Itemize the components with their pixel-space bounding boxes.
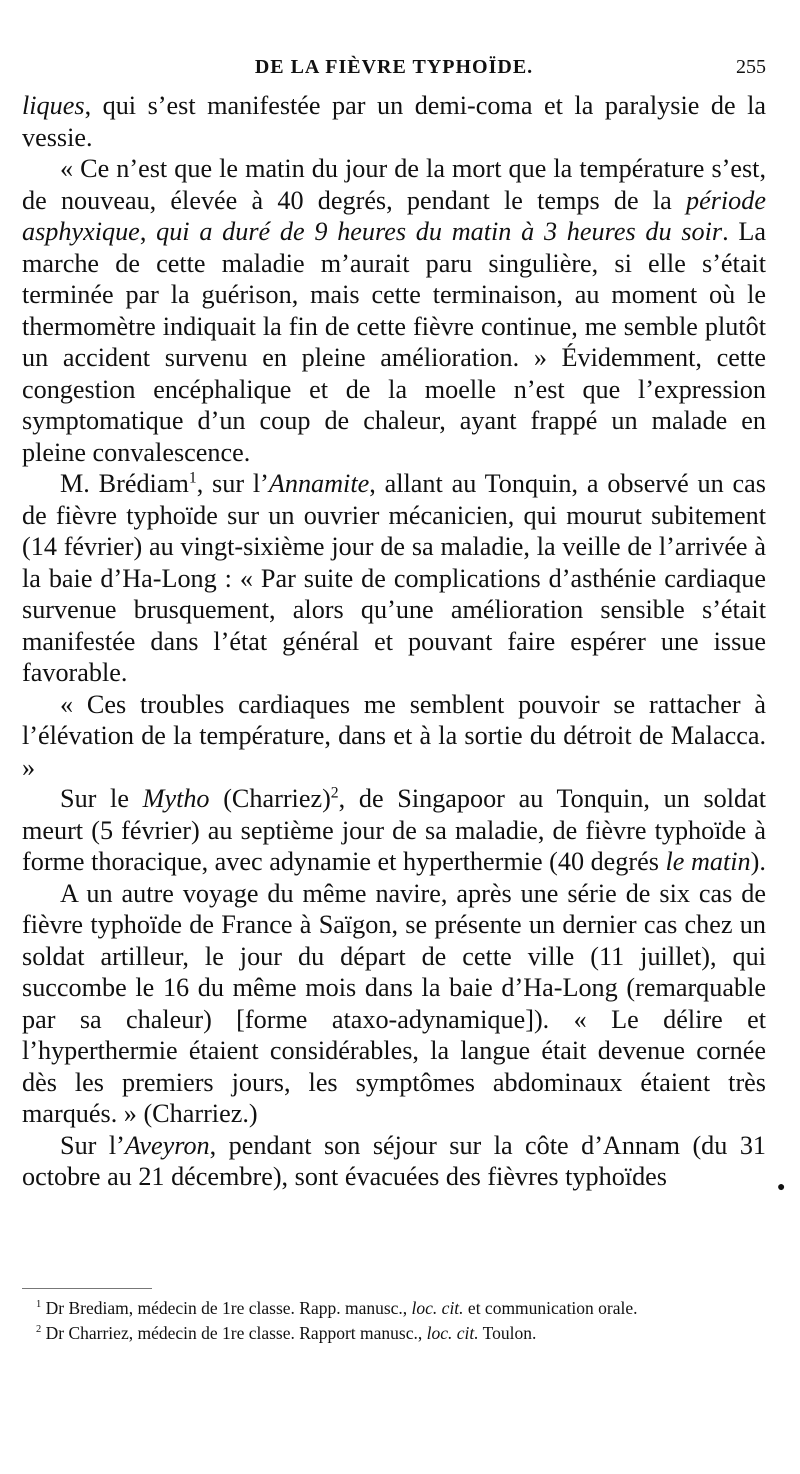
italic-run: Aveyron [124,1130,210,1160]
footnote-number: 2 [36,1324,42,1336]
text-run: , [139,217,157,246]
page-header [22,52,766,82]
footnote-ref[interactable]: 1 [188,469,197,487]
italic-run: Mytho [142,784,210,813]
italic-run: Annamite [268,469,370,498]
text-run: Sur le [60,784,143,813]
text-run: M. Brédiam [60,469,189,498]
footnote-number: 1 [36,1299,42,1311]
text-run: « Ces troubles cardiaques me semblent pouvoir se rattacher à l’élévation de la température, dans et à la sortie du détroit de Malacca. » [22,689,766,782]
text-run: « Ce n’est que le matin du jour de la mort que la température s’est, de nouveau, élevée à 40 degrés, pendant le temps de la [22,154,766,215]
italic-run: liques [22,91,85,120]
text-run: ). [750,847,766,876]
paragraph-5 [22,783,766,878]
italic-run: qui a duré de 9 heures du matin à 3 heures du soir [156,217,723,246]
page-number: 255 [736,56,766,78]
italic-run: période asphyxique [22,185,766,246]
text-run: , allant au Tonquin, a observé un cas de fièvre typhoïde sur un ouvrier mécanicien, qui mourut subitement (14 février) au vingt-sixième jour de sa maladie, la veille de l’arrivée à la baie d’Ha-Long : « Par suite de complications d’asthénie cardiaque survenue brusquement, alors qu’une amélioration sensible s’était manifestée dans l’état général et pouvant faire espérer une issue favorable. [22,469,766,687]
paragraph-2 [22,153,766,468]
text-run: Sur l’ [60,1130,125,1160]
italic-run: loc. cit. [411,1298,464,1318]
text-run: Dr Brediam, médecin de 1re classe. Rapp. manusc., [41,1298,412,1318]
body-text [22,90,766,1193]
italic-run: loc. cit. [426,1323,479,1343]
margin-mark: ● [777,1180,786,1195]
footnote-ref[interactable]: 2 [330,784,339,802]
text-run: , de Singapoor au Tonquin, un soldat meurt (5 février) au septième jour de sa maladie, de fièvre typhoïde à forme thoracique, avec adynamie et hyperthermie (40 degrés [22,784,767,876]
text-run: A un autre voyage du même navire, après une série de six cas de fièvre typhoïde de France à Saïgon, se présente un dernier cas chez un soldat artilleur, le jour du départ de cette ville (11 juillet), qui succombe le 16 du même mois dans la baie d’Ha-Long (remarquable par sa chaleur) [forme ataxo-adynamique]). « Le délire et l’hyperthermie étaient considérables, la langue était devenue cornée dès les premiers jours, les symptômes abdominaux étaient très marqués. » (Charriez.) [22,878,766,1128]
text-run: et communication orale. [463,1298,638,1318]
text-run: Toulon. [478,1323,537,1343]
paragraph-7 [22,1130,766,1193]
paragraph-4 [22,689,766,784]
text-run: Dr Charriez, médecin de 1re classe. Rapport manusc., [41,1323,427,1343]
text-run: , sur l’ [196,469,269,498]
text-run: , pendant son séjour sur la côte d’Annam (du 31 octobre au 21 décembre), sont évacuées des fièvres typhoïdes [22,1130,767,1191]
paragraph-3 [22,468,766,689]
footnote-divider [22,1288,152,1289]
italic-run: le matin [665,847,751,876]
text-run: , qui s’est manifestée par un demi-coma et la paralysie de la vessie. [22,91,766,152]
paragraph-6 [22,878,766,1130]
footnote-2 [22,1321,766,1346]
footnote-1 [22,1296,766,1321]
running-title: DE LA FIÈVRE TYPHOÏDE. [254,56,534,78]
footnotes [22,1296,766,1346]
text-run: . La marche de cette maladie m’aurait paru singulière, si elle s’était terminée par la guérison, mais cette terminaison, au moment où le thermomètre indiquait la fin de cette fièvre continue, me semble plutôt un accident survenu en pleine amélioration. » Évidemment, cette congestion encéphalique et de la moelle n’est que l’expression symptomatique d’un coup de chaleur, ayant frappé un malade en pleine convalescence. [22,217,767,467]
text-run: (Charriez) [209,784,331,813]
paragraph-1 [22,90,766,153]
